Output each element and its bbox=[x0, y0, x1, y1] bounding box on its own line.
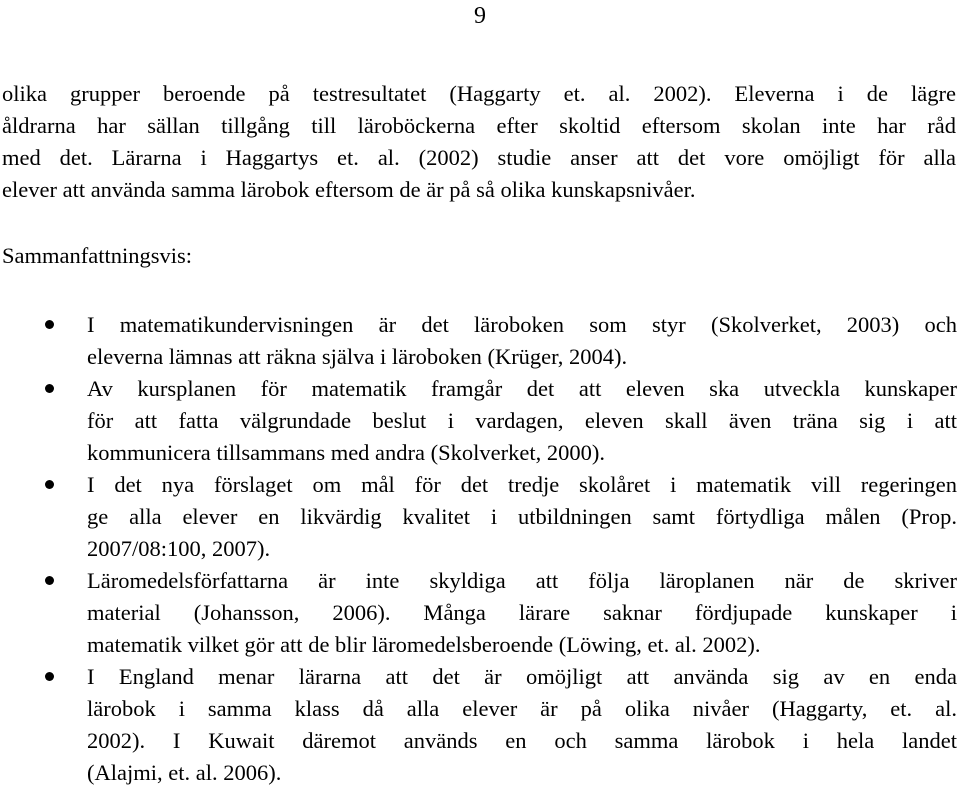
bullet-dot-icon bbox=[45, 672, 54, 681]
text-line: Läromedelsförfattarna är inte skyldiga att följa läroplanen när de skriver bbox=[87, 568, 957, 593]
bullet-list bbox=[0, 309, 960, 789]
text-line: Av kursplanen för matematik framgår det att eleven ska utveckla kunskaper bbox=[87, 376, 957, 401]
text-line: med det. Lärarna i Haggartys et. al. (2002) studie anser att det vore omöjligt för alla bbox=[2, 145, 956, 170]
bullet-text bbox=[87, 309, 957, 373]
bullet-dot-icon bbox=[45, 320, 54, 329]
bullet-text bbox=[87, 661, 957, 789]
text-line: eleverna lämnas att räkna själva i läroboken (Krüger, 2004). bbox=[87, 344, 628, 369]
bullet-item bbox=[0, 661, 957, 789]
text-line: matematik vilket gör att de blir läromedelsberoende (Löwing, et. al. 2002). bbox=[87, 632, 761, 657]
bullet-item bbox=[0, 309, 957, 373]
text-line: 2002). I Kuwait däremot används en och samma lärobok i hela landet bbox=[87, 728, 957, 753]
text-line: I England menar lärarna att det är omöjligt att använda sig av en enda bbox=[87, 664, 957, 689]
bullet-item bbox=[0, 373, 957, 469]
text-line: olika grupper beroende på testresultatet (Haggarty et. al. 2002). Eleverna i de lägre bbox=[2, 81, 956, 106]
bullet-dot-icon bbox=[45, 480, 54, 489]
text-line: 2007/08:100, 2007). bbox=[87, 536, 271, 561]
text-line: åldrarna har sällan tillgång till läroböckerna efter skoltid eftersom skolan inte har råd bbox=[2, 113, 956, 138]
text-line: kommunicera tillsammans med andra (Skolverket, 2000). bbox=[87, 440, 605, 465]
bullet-item bbox=[0, 469, 957, 565]
intro-paragraph bbox=[2, 78, 956, 206]
text-line: I matematikundervisningen är det läroboken som styr (Skolverket, 2003) och bbox=[87, 312, 957, 337]
text-line: för att fatta välgrundade beslut i vardagen, eleven skall även träna sig i att bbox=[87, 408, 957, 433]
bullet-text bbox=[87, 565, 957, 661]
text-line: ge alla elever en likvärdig kvalitet i utbildningen samt förtydliga målen (Prop. bbox=[87, 504, 957, 529]
bullet-item bbox=[0, 565, 957, 661]
text-line: (Alajmi, et. al. 2006). bbox=[87, 760, 282, 785]
bullet-dot-icon bbox=[45, 384, 54, 393]
bullet-dot-icon bbox=[45, 576, 54, 585]
text-line: I det nya förslaget om mål för det tredje skolåret i matematik vill regeringen bbox=[87, 472, 957, 497]
text-line: lärobok i samma klass då alla elever är på olika nivåer (Haggarty, et. al. bbox=[87, 696, 957, 721]
bullet-text bbox=[87, 469, 957, 565]
page-number: 9 bbox=[474, 3, 486, 29]
text-line: elever att använda samma lärobok eftersom de är på så olika kunskapsnivåer. bbox=[2, 177, 696, 202]
bullet-text bbox=[87, 373, 957, 469]
summary-heading: Sammanfattningsvis: bbox=[2, 243, 192, 268]
text-line: material (Johansson, 2006). Många lärare saknar fördjupade kunskaper i bbox=[87, 600, 957, 625]
